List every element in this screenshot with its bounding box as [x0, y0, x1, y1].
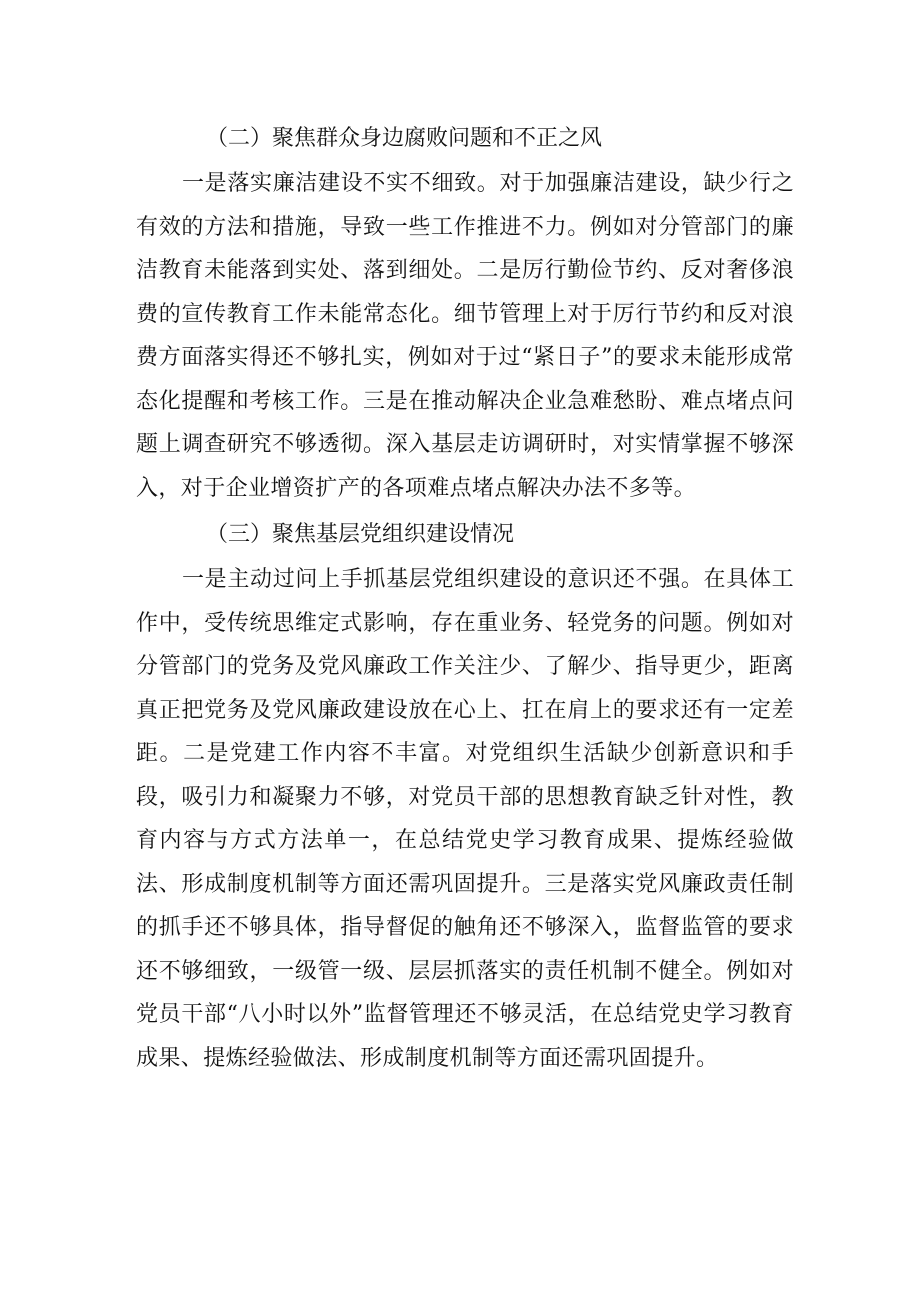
document-page	[136, 116, 794, 1080]
section-3-body: 一是主动过问上手抓基层党组织建设的意识还不强。在具体工作中，受传统思维定式影响，存在重业务、轻党务的问题。例如对分管部门的党务及党风廉政工作关注少、了解少、指导更少，距离真正把党务及党风廉政建设放在心上、扛在肩上的要求还有一定差距。二是党建工作内容不丰富。对党组织生活缺少创新意识和手段，吸引力和凝聚力不够，对党员干部的思想教育缺乏针对性，教育内容与方式方法单一，在总结党史学习教育成果、提炼经验做法、形成制度机制等方面还需巩固提升。三是落实党风廉政责任制的抓手还不够具体，指导督促的触角还不够深入，监督监管的要求还不够细致，一级管一级、层层抓落实的责任机制不健全。例如对党员干部“八小时以外”监督管理还不够灵活，在总结党史学习教育成果、提炼经验做法、形成制度机制等方面还需巩固提升。	[136, 567, 794, 1071]
section-2-body: 一是落实廉洁建设不实不细致。对于加强廉洁建设，缺少行之有效的方法和措施，导致一些工作推进不力。例如对分管部门的廉洁教育未能落到实处、落到细处。二是厉行勤俭节约、反对奢侈浪费的宣传教育工作未能常态化。细节管理上对于厉行节约和反对浪费方面落实得还不够扎实，例如对于过“紧日子”的要求未能形成常态化提醒和考核工作。三是在推动解决企业急难愁盼、难点堵点问题上调查研究不够透彻。深入基层走访调研时，对实情掌握不够深入，对于企业增资扩产的各项难点堵点解决办法不多等。	[136, 171, 794, 501]
section-2-heading: （二）聚焦群众身边腐败问题和不正之风	[206, 126, 603, 151]
section-3-heading: （三）聚焦基层党组织建设情况	[206, 522, 515, 547]
